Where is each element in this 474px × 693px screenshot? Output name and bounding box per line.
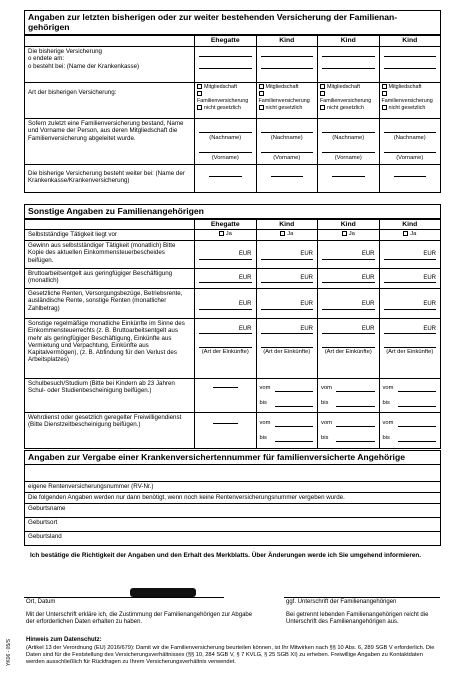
row-label: Sofern zuletzt eine Familienversicherung bestand, Name und Vorname der Person, aus deren Mitgliedschaft die Familienversicherung abgeleitet wurde. [25,119,195,164]
date-field[interactable]: vom bis [318,413,380,448]
date-field[interactable] [195,413,257,448]
row-service [25,412,440,448]
type-options: Mitgliedschaft Familienversicherung nicht gesetzlich [257,83,319,118]
field[interactable]: (Nachname) (Vorname) [195,119,257,164]
checkbox[interactable] [403,231,408,236]
consent-note: Mit der Unterschrift erkläre ich, die Zustimmung der Familienangehörigen zur Abgabe der erforderlichen Daten erhalten zu haben. [26,612,253,626]
amount-field[interactable]: EUR [380,289,441,318]
date-field[interactable]: vom bis [318,379,380,412]
section-previous-insurance [24,10,441,193]
type-options: Mitgliedschaft Familienversicherung nicht gesetzlich [318,83,380,118]
amount-field[interactable]: EUR (Art der Einkünfte) [195,319,257,378]
checkbox[interactable] [382,91,387,96]
row-insurance-end [25,46,440,82]
row-school [25,378,440,412]
row-label: Die bisherige Versicherung o endete am: o besteht bei: (Name der Krankenkasse) [25,47,195,82]
section-title: Angaben zur Vergabe einer Krankenversichertennummer für familienversicherte Angehörige [25,451,440,465]
row-label: Schulbesuch/Studium (Bitte bei Kindern ab 23 Jahren Schul- oder Studienbescheinigung beifügen.) [25,379,195,412]
field[interactable] [318,165,380,192]
col-child: Kind [257,36,319,46]
col-spouse: Ehegatte [195,220,257,229]
row-self-employed: Selbstständige Tätigkeit liegt vor Ja Ja Ja Ja [25,229,440,240]
amount-field[interactable]: EUR [257,269,319,288]
section-title: Angaben zur letzten bisherigen oder zur weiter bestehenden Versicherung der Familienan-gehörigen [25,11,440,35]
section-kvnr [24,450,441,546]
field[interactable] [318,47,380,82]
checkbox[interactable] [382,84,387,89]
amount-field[interactable]: EUR (Art der Einkünfte) [380,319,441,378]
rvnr-field[interactable] [25,465,440,481]
redacted-signature [130,588,196,597]
row-label: Gewinn aus selbstständiger Tätigkeit (monatlich) Bitte Kopie des aktuellen Einkommensteuerbescheides beifügen. [25,241,195,268]
col-child: Kind [257,220,319,229]
field[interactable] [257,165,319,192]
birth-name-field[interactable]: Geburtsname [25,503,440,517]
birth-place-field[interactable]: Geburtsort [25,517,440,531]
col-child: Kind [318,36,380,46]
section-other-info [24,204,441,449]
amount-field[interactable]: EUR [195,289,257,318]
date-field[interactable]: vom bis [380,413,441,448]
row-label: Wehrdienst oder gesetzlich geregelter Freiwilligendienst (Bitte Dienstzeitbescheinigung beifügen.) [25,413,195,448]
field[interactable] [380,47,441,82]
checkbox[interactable] [320,105,325,110]
row-other-income [25,318,440,378]
checkbox[interactable] [197,84,202,89]
field[interactable] [195,165,257,192]
field[interactable] [195,47,257,82]
amount-field[interactable]: EUR [195,241,257,268]
field[interactable] [257,47,319,82]
rvnr-label: eigene Rentenversicherungsnummer (RV-Nr.) [25,481,440,492]
date-field[interactable]: vom bis [380,379,441,412]
header-row [25,219,440,229]
row-insurance-type [25,82,440,118]
col-child: Kind [318,220,380,229]
checkbox[interactable] [197,91,202,96]
birth-country-field[interactable]: Geburtsland [25,531,440,545]
amount-field[interactable]: EUR [380,269,441,288]
checkbox[interactable] [320,84,325,89]
signature-line-left[interactable] [24,597,224,598]
checkbox[interactable] [197,105,202,110]
type-options: Mitgliedschaft Familienversicherung nicht gesetzlich [195,83,257,118]
amount-field[interactable]: EUR [195,269,257,288]
amount-field[interactable]: EUR [257,289,319,318]
row-label: Selbstständige Tätigkeit liegt vor [25,230,195,240]
date-field[interactable] [195,379,257,412]
field[interactable]: (Nachname) (Vorname) [257,119,319,164]
separated-note: Bei getrennt lebenden Familienangehörigen reicht die Unterschrift des Familienangehörigen aus. [286,612,429,626]
amount-field[interactable]: EUR (Art der Einkünfte) [318,319,380,378]
date-field[interactable]: vom bis [257,379,319,412]
checkbox[interactable] [259,105,264,110]
row-label: Art der bisherigen Versicherung: [25,83,195,118]
amount-field[interactable]: EUR [318,269,380,288]
checkbox[interactable] [219,231,224,236]
col-child: Kind [402,221,418,228]
form-code: YK06 - 05/S [6,639,12,666]
privacy-title: Hinweis zum Datenschutz: [26,637,102,643]
confirmation-text: Ich bestätige die Richtigkeit der Angaben und den Erhalt des Merkblatts. Über Änderungen werde ich Sie umgehend informieren. [30,552,422,559]
row-family-member-name [25,118,440,164]
section-title: Sonstige Angaben zu Familienangehörigen [25,205,440,219]
type-options: Mitgliedschaft Familienversicherung nicht gesetzlich [381,84,433,111]
amount-field[interactable]: EUR (Art der Einkünfte) [257,319,319,378]
checkbox[interactable] [259,84,264,89]
amount-field[interactable]: EUR [380,241,441,268]
checkbox[interactable] [320,91,325,96]
row-label: Sonstige regelmäßige monatliche Einkünfte im Sinne des Einkommensteuerrechts (z. B. Bruttoarbeitsentgelt aus mehr als geringfügiger Beschäftigung, Einkünfte aus Vermietung und Verpachtung, Einkünfte aus Kapitalvermögen), (z. B. Abfindung für den Verlust des Arbeitsplatzes) [25,319,195,378]
amount-field[interactable]: EUR [318,241,380,268]
col-spouse: Ehegatte [195,36,257,46]
info-text: Die folgenden Angaben werden nur dann benötigt, wenn noch keine Rentenversicherungsnummer vergeben wurde. [25,492,440,503]
row-label: Gesetzliche Renten, Versorgungsbezüge, Betriebsrente, ausländische Rente, sonstige Renten (monatlicher Zahlbetrag) [25,289,195,318]
amount-field[interactable]: EUR [318,289,380,318]
checkbox[interactable] [259,91,264,96]
field[interactable] [380,165,441,192]
checkbox[interactable] [280,231,285,236]
row-minijob [25,268,440,288]
checkbox[interactable] [342,231,347,236]
checkbox[interactable] [382,105,387,110]
row-profit [25,240,440,268]
row-label: Bruttoarbeitsentgelt aus geringfügiger Beschäftigung (monatlich) [25,269,195,288]
signature-line-right[interactable] [284,597,440,598]
privacy-text: (Artikel 13 der Verordnung (EU) 2016/679): Damit wir die Familienversicherung beurteilen können, ist Ihr Mitwirken nach §§ 10 Abs. 6, 289 SGB V erforderlich. Die Daten sind für die Feststellung des Versicherungsverhältnisses (§§ 10, 284 SGB V, § 7 KVLG, § 25 SGB XI) zu erheben. Freiwillige Angaben zu Kontaktdaten werden ausschließlich für Rückfragen zu Ihrem Versicherungsverhältnis verwendet. [26,645,435,665]
row-pension [25,288,440,318]
row-insurance-continues [25,164,440,192]
field[interactable]: (Nachname) (Vorname) [318,119,380,164]
row-label: Die bisherige Versicherung besteht weiter bei: (Name der Krankenkasse/Krankenversicherung) [25,165,195,192]
field[interactable]: (Nachname) (Vorname) [380,119,441,164]
col-child: Kind [402,37,418,44]
date-place-label: Ort, Datum [26,599,56,605]
header-row [25,35,440,46]
family-signature-label: ggf. Unterschrift der Familienangehörigen [286,599,397,605]
date-field[interactable]: vom bis [257,413,319,448]
amount-field[interactable]: EUR [257,241,319,268]
